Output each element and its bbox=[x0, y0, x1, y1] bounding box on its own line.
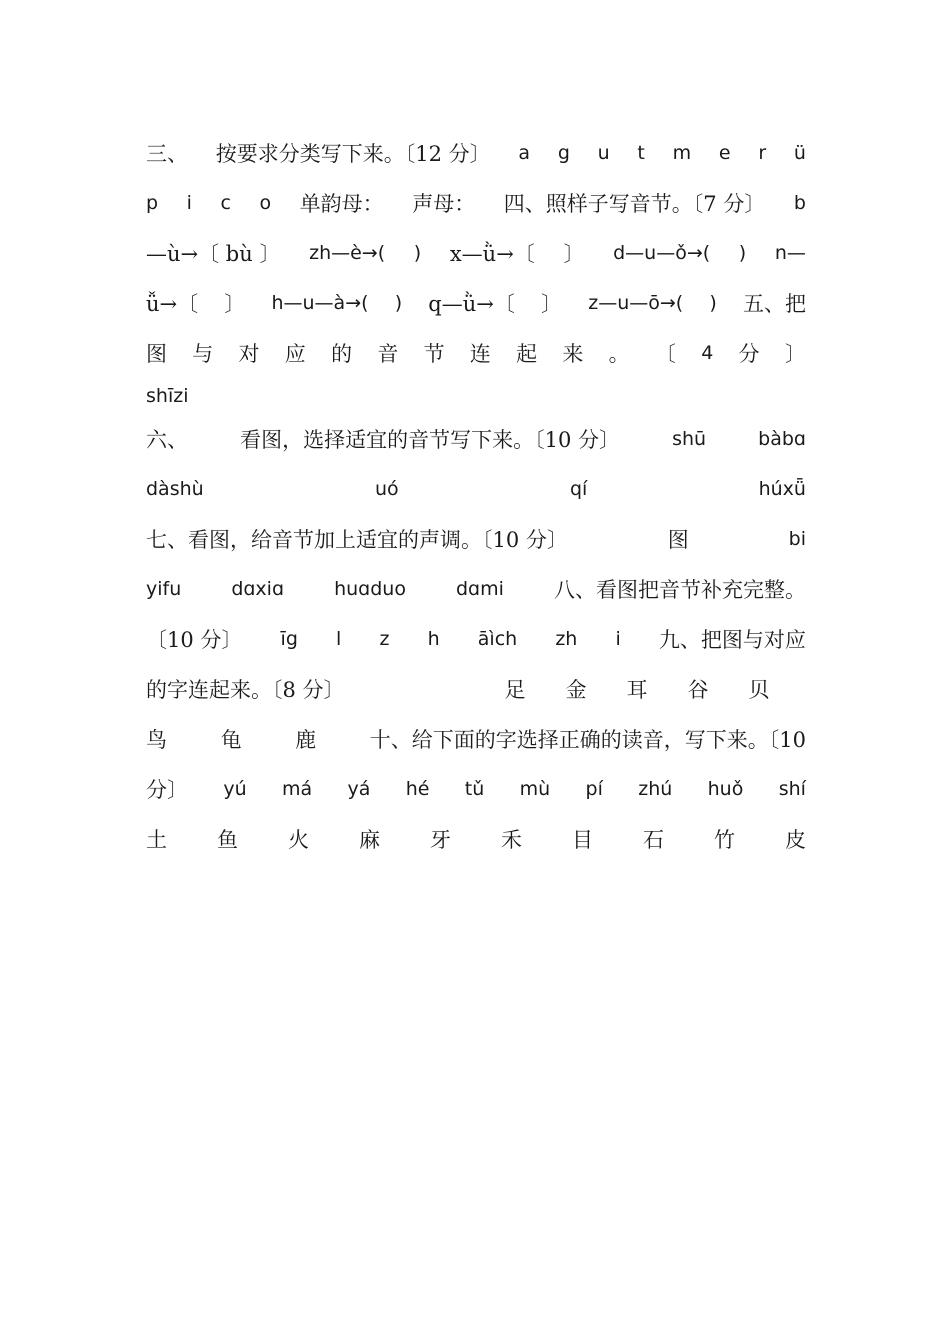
text-token: ) bbox=[394, 292, 403, 314]
text-token: 目 bbox=[572, 828, 593, 852]
text-token: mù bbox=[519, 778, 551, 800]
text-token: pí bbox=[585, 778, 603, 800]
text-token: 六、 bbox=[146, 428, 188, 452]
text-token: 看图，选择适宜的音节写下来。〔10 分〕 bbox=[240, 428, 620, 452]
text-line bbox=[146, 814, 806, 864]
text-token: 。 bbox=[608, 342, 630, 366]
text-token: 图 bbox=[146, 342, 167, 366]
text-line bbox=[146, 464, 806, 514]
text-token: 牙 bbox=[430, 828, 451, 852]
text-token: 〔 bbox=[654, 342, 676, 366]
text-token: 的字连起来。〔8 分〕 bbox=[146, 678, 345, 702]
text-token: 应 bbox=[284, 342, 306, 366]
text-token: 〕 bbox=[541, 292, 563, 316]
text-token: 分 bbox=[738, 342, 760, 366]
text-token: 声母： bbox=[412, 192, 476, 216]
text-token: uó bbox=[374, 478, 399, 500]
text-token: bi bbox=[788, 528, 806, 550]
text-token: 禾 bbox=[501, 828, 522, 852]
text-token: huɑduo bbox=[334, 578, 406, 600]
text-token: 鱼 bbox=[217, 828, 238, 852]
text-token: 金 bbox=[565, 678, 587, 702]
text-line bbox=[146, 278, 806, 328]
text-token: q—ǜ→〔 bbox=[428, 292, 515, 316]
text-token: ) bbox=[413, 242, 422, 264]
text-token: 皮 bbox=[785, 828, 806, 852]
text-token: zh—è→( bbox=[309, 242, 386, 264]
text-token: 五、把 bbox=[742, 292, 806, 316]
text-token: tǔ bbox=[464, 778, 485, 800]
text-token: 火 bbox=[288, 828, 309, 852]
text-token: 石 bbox=[643, 828, 664, 852]
text-line bbox=[146, 414, 806, 464]
text-token: 图 bbox=[667, 528, 689, 552]
text-token: shí bbox=[778, 778, 806, 800]
text-token: ) bbox=[709, 292, 717, 314]
text-token: hé bbox=[405, 778, 430, 800]
text-token: 〕 bbox=[784, 342, 806, 366]
text-token: e bbox=[718, 142, 731, 164]
text-token: 八、看图把音节补充完整。 bbox=[553, 578, 806, 602]
text-token: 麻 bbox=[359, 828, 380, 852]
text-token: 竹 bbox=[714, 828, 735, 852]
text-token: 龟 bbox=[220, 728, 242, 752]
text-token: h—u—à→( bbox=[271, 292, 369, 314]
text-token: 鸟 bbox=[146, 728, 167, 752]
text-token: āìch bbox=[477, 628, 518, 650]
text-line bbox=[146, 564, 806, 614]
text-token: 九、把图与对应 bbox=[658, 628, 806, 652]
text-token: 与 bbox=[192, 342, 214, 366]
text-token: t bbox=[637, 142, 645, 164]
text-token: —ù→〔 bù 〕 bbox=[146, 242, 281, 266]
text-token: 连 bbox=[469, 342, 491, 366]
text-token: m bbox=[672, 142, 692, 164]
text-line bbox=[146, 178, 806, 228]
text-token: 十、给下面的字选择正确的读音，写下来。〔10 bbox=[369, 728, 806, 752]
text-token: 起 bbox=[516, 342, 538, 366]
text-token: yifu bbox=[146, 578, 182, 600]
text-token: 谷 bbox=[687, 678, 709, 702]
text-token: c bbox=[220, 192, 231, 214]
text-token: 〔10 分〕 bbox=[146, 628, 243, 652]
text-token: r bbox=[758, 142, 767, 164]
text-token: 的 bbox=[331, 342, 353, 366]
text-token: 按要求分类写下来。〔12 分〕 bbox=[215, 142, 491, 166]
text-line bbox=[146, 328, 806, 378]
text-token: yú bbox=[223, 778, 247, 800]
text-token: ) bbox=[738, 242, 747, 264]
text-line bbox=[146, 614, 806, 664]
text-token: 音 bbox=[377, 342, 399, 366]
text-token: h bbox=[427, 628, 440, 650]
text-token: 分〕 bbox=[146, 778, 188, 802]
text-token: ǚ→〔 bbox=[146, 292, 199, 316]
text-token: 来 bbox=[562, 342, 584, 366]
text-token: dàshù bbox=[146, 478, 204, 500]
text-token: 足 bbox=[504, 678, 526, 702]
text-token: 四、照样子写音节。〔7 分〕 bbox=[503, 192, 766, 216]
text-token: o bbox=[259, 192, 272, 214]
text-token: bàbɑ bbox=[758, 428, 806, 450]
text-token: húxǖ bbox=[758, 478, 806, 500]
text-token: 耳 bbox=[626, 678, 648, 702]
text-token: 4 bbox=[701, 342, 714, 364]
text-token: n— bbox=[774, 242, 806, 264]
text-line bbox=[146, 228, 806, 278]
text-token: u bbox=[597, 142, 610, 164]
text-token: shū bbox=[672, 428, 707, 450]
text-token: d—u—ǒ→( bbox=[613, 242, 711, 264]
text-token: i bbox=[186, 192, 192, 214]
text-token: zh bbox=[555, 628, 578, 650]
text-token: dɑxiɑ bbox=[231, 578, 285, 600]
text-line bbox=[146, 764, 806, 814]
text-token: īg bbox=[280, 628, 298, 650]
text-token: dɑmi bbox=[456, 578, 504, 600]
text-token: huǒ bbox=[707, 778, 744, 800]
text-token: ü bbox=[793, 142, 806, 164]
text-token: 节 bbox=[423, 342, 445, 366]
text-line bbox=[146, 514, 806, 564]
text-token: zhú bbox=[638, 778, 673, 800]
text-token: p bbox=[146, 192, 159, 214]
text-token: qí bbox=[569, 478, 588, 500]
text-token: b bbox=[793, 192, 806, 214]
text-line bbox=[146, 128, 806, 178]
text-token: 〕 bbox=[563, 242, 585, 266]
text-token: g bbox=[557, 142, 570, 164]
text-token: 单韵母： bbox=[299, 192, 384, 216]
text-token: x—ǜ→〔 bbox=[449, 242, 535, 266]
text-token: i bbox=[615, 628, 621, 650]
text-line bbox=[146, 664, 806, 714]
text-token: 七、看图，给音节加上适宜的声调。〔10 分〕 bbox=[146, 528, 568, 552]
text-token: 三、 bbox=[146, 142, 188, 166]
text-token: z—u—ō→( bbox=[588, 292, 684, 314]
text-line bbox=[146, 714, 806, 764]
text-token: 〕 bbox=[224, 292, 246, 316]
text-token: 鹿 bbox=[295, 728, 317, 752]
text-token: yá bbox=[347, 778, 371, 800]
document-text-block bbox=[146, 128, 806, 864]
text-token: a bbox=[518, 142, 531, 164]
text-token: z bbox=[379, 628, 390, 650]
text-token: 贝 bbox=[748, 678, 770, 702]
text-token: 对 bbox=[238, 342, 260, 366]
text-token: l bbox=[336, 628, 342, 650]
text-token: 土 bbox=[146, 828, 167, 852]
text-token: má bbox=[281, 778, 313, 800]
text-line bbox=[146, 378, 806, 414]
text-token: shīzi bbox=[146, 385, 189, 407]
